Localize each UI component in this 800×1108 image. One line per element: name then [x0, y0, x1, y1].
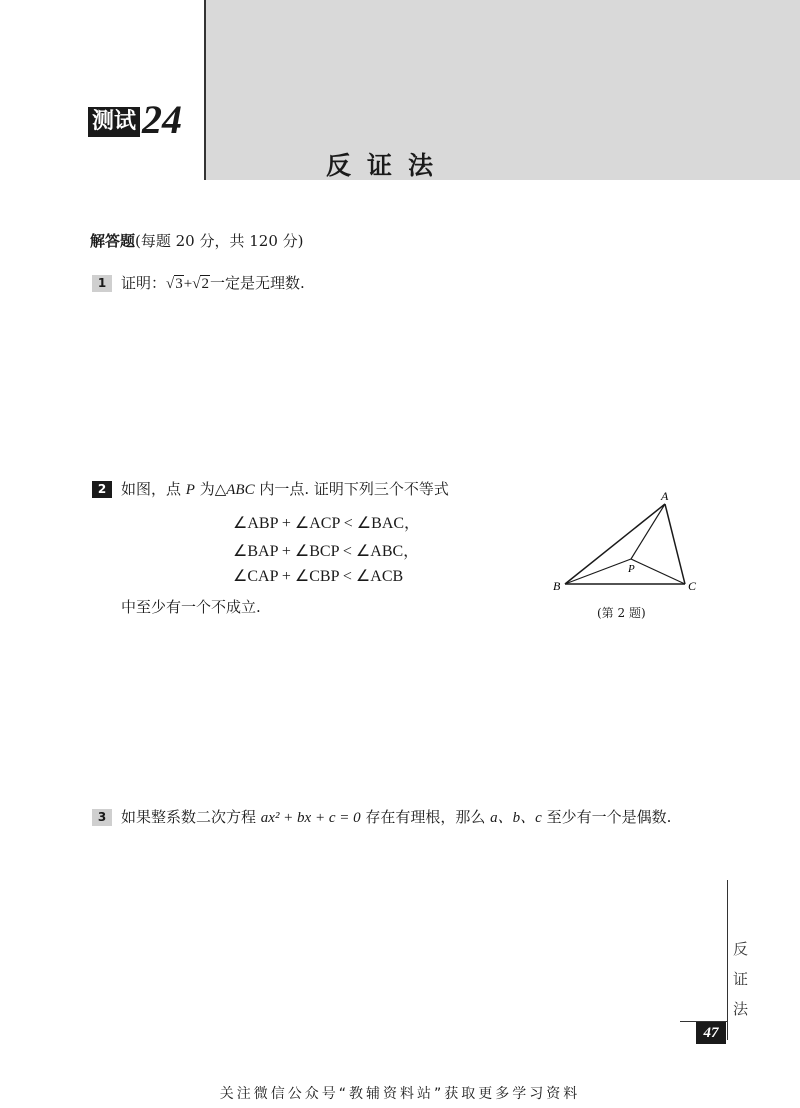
problem-2-text-b: 为△ [194, 480, 227, 498]
triangle-abc: ABC [226, 482, 255, 498]
label-a: A [661, 489, 669, 503]
problem-1-suffix: 一定是无理数. [209, 274, 305, 292]
side-tab-char-1: 反 [733, 940, 749, 958]
segment-pa [631, 504, 665, 559]
header-divider [204, 0, 206, 180]
edge-ab [565, 504, 665, 584]
inequality-2: ∠BAP + ∠BCP < ∠ABC， [233, 543, 420, 560]
header-banner [205, 0, 800, 180]
edge-ac [665, 504, 685, 584]
problem-1-number: 1 [92, 275, 112, 292]
problem-1-text [121, 274, 305, 293]
segment-pb [565, 559, 631, 584]
segment-pc [631, 559, 685, 584]
side-tab-char-3: 法 [733, 1000, 749, 1018]
problem-2-conclusion: 中至少有一个不成立. [121, 598, 261, 616]
problem-3-text [121, 808, 671, 827]
problem-2-text-a: 如图，点 [121, 480, 186, 498]
side-tab-char-2: 证 [733, 970, 749, 988]
page-number: 47 [696, 1022, 726, 1044]
test-number: 24 [142, 97, 183, 142]
footer-note: 关注微信公众号“教辅资料站”获取更多学习资料 [219, 1086, 581, 1102]
triangle-figure [548, 488, 708, 598]
chapter-title: 反证法 [326, 151, 450, 180]
label-b: B [553, 579, 561, 593]
problem-1-prefix: 证明： [121, 274, 167, 292]
problem-3-text-a: 如果整系数二次方程 [121, 808, 261, 826]
problem-2-text [121, 480, 449, 499]
test-label [88, 97, 183, 142]
inequality-1: ∠ABP + ∠ACP < ∠BAC， [233, 515, 421, 532]
point-p: P [185, 482, 195, 498]
problem-3-text-c: 至少有一个是偶数. [541, 808, 672, 826]
problem-2-number: 2 [92, 481, 112, 498]
sqrt-2: √2 [192, 276, 209, 292]
label-p: P [628, 563, 635, 575]
inequality-3: ∠CAP + ∠CBP < ∠ACB [233, 568, 404, 585]
section-title [90, 230, 304, 251]
plus-sign: + [183, 276, 193, 292]
section-title-note: (每题 20 分，共 120 分) [135, 232, 304, 250]
problem-3-text-b: 存在有理根，那么 [360, 808, 491, 826]
label-c: C [688, 579, 697, 593]
problem-2-text-c: 内一点. 证明下列三个不等式 [254, 480, 449, 498]
test-word: 测试 [88, 107, 140, 137]
sqrt-3: √3 [166, 276, 183, 292]
coefficient-vars: a、b、c [490, 810, 542, 826]
side-tab-divider [727, 880, 728, 1040]
figure-caption: (第 2 题) [597, 606, 646, 620]
section-title-bold: 解答题 [90, 232, 136, 250]
problem-3-number: 3 [92, 809, 112, 826]
quadratic-equation: ax² + bx + c = 0 [260, 810, 361, 826]
